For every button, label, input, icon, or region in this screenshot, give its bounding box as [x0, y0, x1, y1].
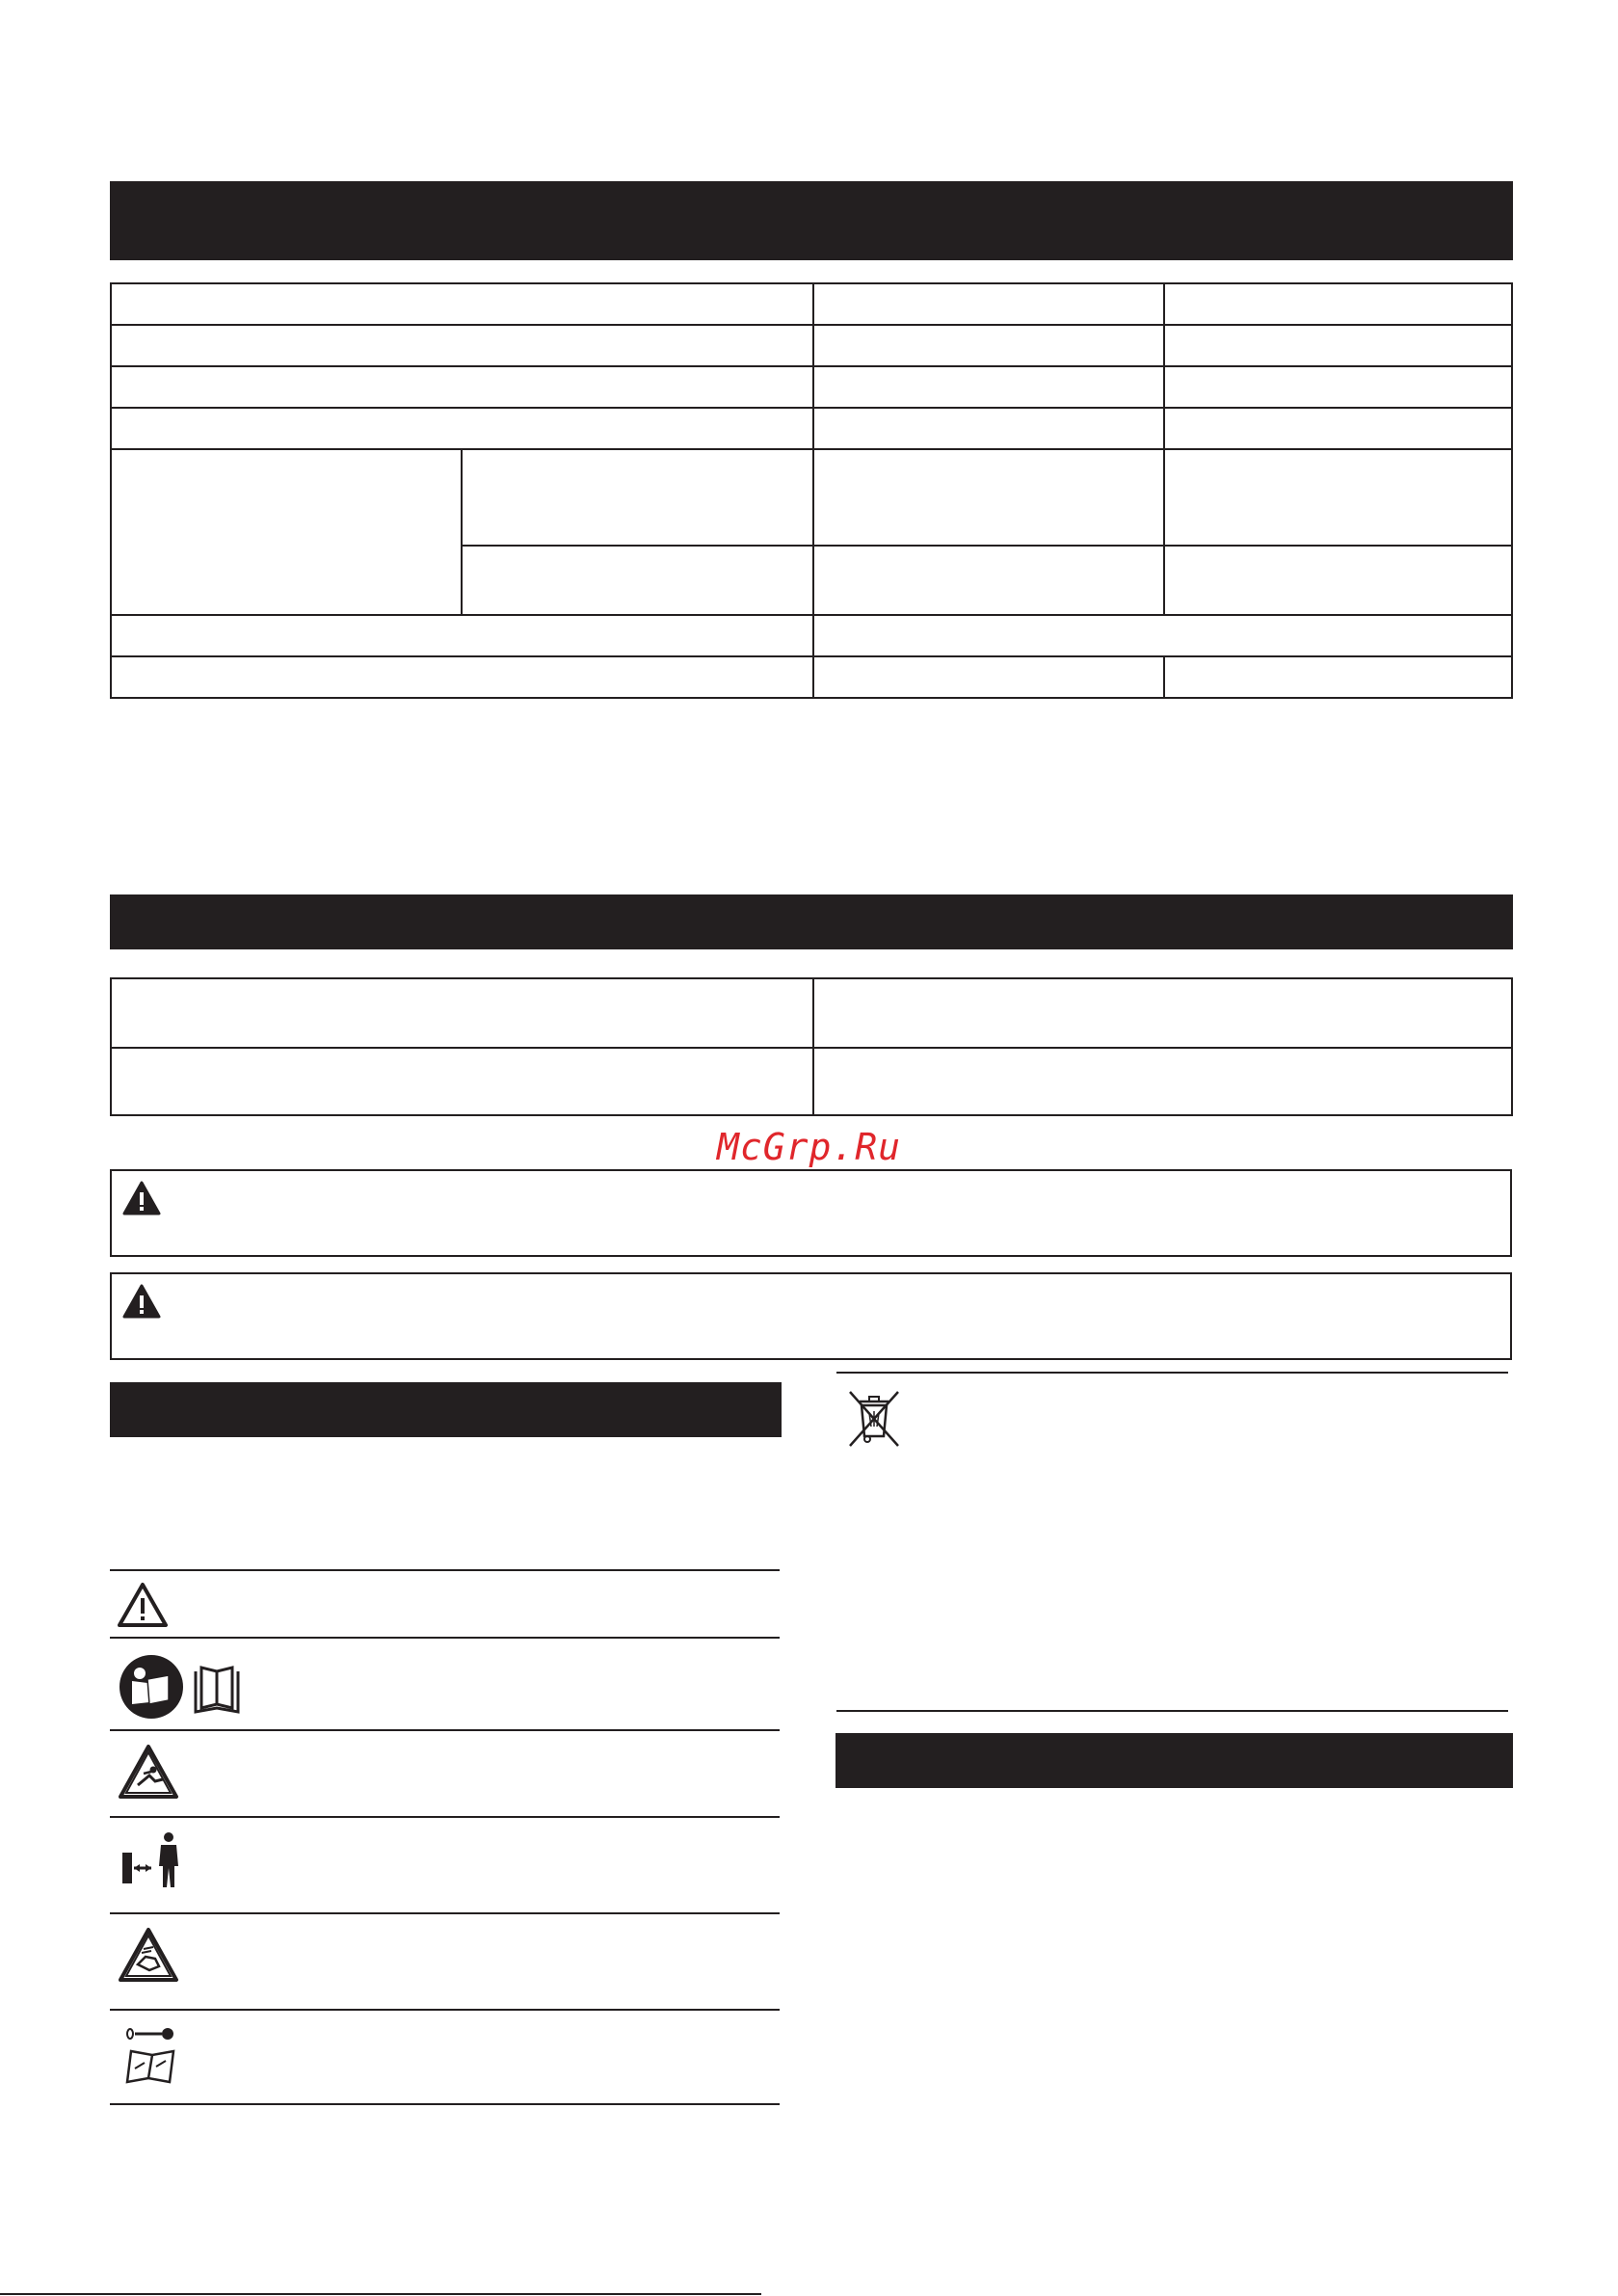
spec-cell [812, 545, 1165, 616]
separator-line [836, 1710, 1508, 1712]
warning-triangle-icon [117, 1581, 169, 1629]
spec-cell [1163, 365, 1513, 409]
section-header-bar [110, 894, 1513, 949]
spec-cell [812, 282, 1165, 326]
spec-cell [110, 614, 814, 657]
specifications-header-bar [110, 181, 1513, 260]
spec-cell [1163, 407, 1513, 450]
separator-line [110, 2103, 780, 2105]
table-cell [110, 977, 814, 1049]
spec-cell [1163, 448, 1513, 547]
keep-distance-icon [119, 1829, 186, 1891]
spec-cell [812, 448, 1165, 547]
spec-cell [812, 614, 1513, 657]
spec-cell [1163, 324, 1513, 367]
crossed-out-wheelie-bin-icon [846, 1388, 902, 1450]
spec-cell [461, 545, 814, 616]
spec-cell [1163, 282, 1513, 326]
warning-triangle-icon [122, 1284, 161, 1319]
table-cell [110, 1047, 814, 1116]
read-manual-icon [119, 1654, 253, 1720]
section-header-bar [836, 1733, 1513, 1788]
spec-cell [812, 324, 1165, 367]
page-bottom-line [0, 2293, 761, 2295]
warning-triangle-icon [122, 1181, 161, 1215]
spec-cell [110, 407, 814, 450]
table-cell [812, 977, 1513, 1049]
separator-line [110, 1569, 780, 1571]
separator-line [110, 1637, 780, 1639]
spec-cell [110, 282, 814, 326]
separator-line [110, 2009, 780, 2011]
warning-box [110, 1272, 1512, 1360]
spec-cell [110, 448, 463, 616]
watermark-text: McGrp.Ru [716, 1126, 902, 1168]
spec-cell [1163, 545, 1513, 616]
table-cell [812, 1047, 1513, 1116]
hand-injury-hazard-icon [117, 1926, 180, 1984]
separator-line [110, 1729, 780, 1731]
spec-cell [110, 365, 814, 409]
separator-line [110, 1912, 780, 1914]
remove-key-manual-icon [121, 2022, 181, 2086]
spec-cell [110, 324, 814, 367]
spec-cell [461, 448, 814, 547]
spec-cell [812, 407, 1165, 450]
separator-line [110, 1816, 780, 1818]
slip-hazard-icon [117, 1743, 180, 1801]
spec-cell [812, 655, 1165, 699]
spec-cell [1163, 655, 1513, 699]
spec-cell [812, 365, 1165, 409]
warning-box [110, 1169, 1512, 1257]
spec-cell [110, 655, 814, 699]
separator-line [836, 1372, 1508, 1374]
symbols-header-bar [110, 1382, 782, 1437]
